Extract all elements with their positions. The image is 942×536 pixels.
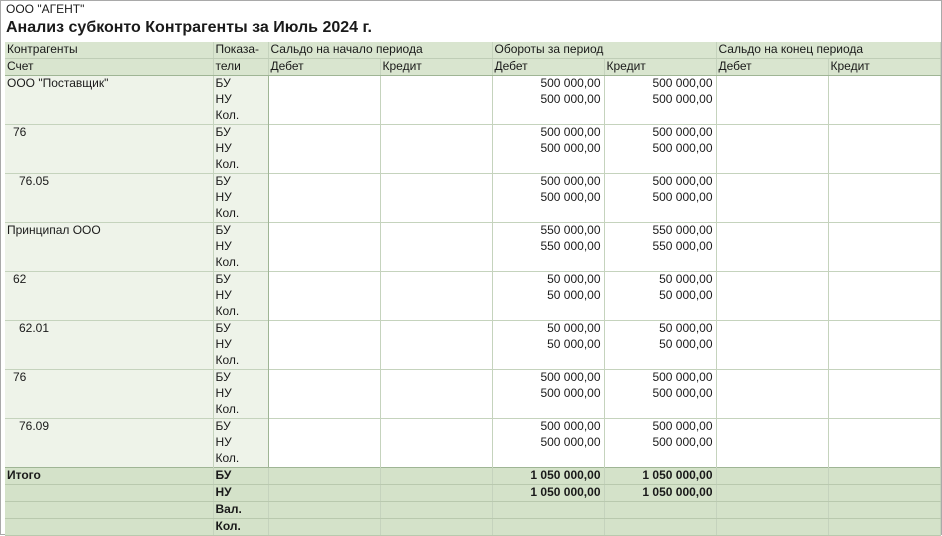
saldo-start-debet <box>268 353 380 370</box>
turnover-debet <box>492 255 604 272</box>
saldo-start-debet <box>268 519 380 536</box>
saldo-end-debet <box>716 92 828 108</box>
total-row <box>5 502 940 519</box>
turnover-kredit <box>604 255 716 272</box>
indicator: НУ <box>213 386 268 402</box>
turnover-debet: 500 000,00 <box>492 190 604 206</box>
saldo-start-kredit <box>380 502 492 519</box>
saldo-start-debet <box>268 141 380 157</box>
report-body <box>5 76 940 536</box>
account-name[interactable]: 76.05 <box>5 174 213 191</box>
indicator: НУ <box>213 337 268 353</box>
indicator: НУ <box>213 190 268 206</box>
saldo-start-debet <box>268 255 380 272</box>
saldo-start-kredit <box>380 386 492 402</box>
saldo-end-kredit <box>828 402 940 419</box>
indicator: НУ <box>213 239 268 255</box>
saldo-start-kredit <box>380 419 492 436</box>
table-row[interactable] <box>5 190 940 206</box>
header-debet: Дебет <box>268 59 380 76</box>
saldo-start-debet <box>268 288 380 304</box>
table-row[interactable] <box>5 108 940 125</box>
header-pokazateli-2: тели <box>213 59 268 76</box>
indicator: Кол. <box>213 255 268 272</box>
saldo-start-kredit <box>380 223 492 240</box>
saldo-start-debet <box>268 304 380 321</box>
turnover-kredit: 500 000,00 <box>604 92 716 108</box>
saldo-end-kredit <box>828 370 940 387</box>
turnover-kredit <box>604 353 716 370</box>
saldo-end-debet <box>716 485 828 502</box>
saldo-end-debet <box>716 451 828 468</box>
saldo-end-kredit <box>828 125 940 142</box>
saldo-end-kredit <box>828 321 940 338</box>
saldo-start-debet <box>268 239 380 255</box>
saldo-end-debet <box>716 141 828 157</box>
turnover-debet: 550 000,00 <box>492 223 604 240</box>
saldo-end-debet <box>716 304 828 321</box>
saldo-start-debet <box>268 402 380 419</box>
saldo-end-kredit <box>828 174 940 191</box>
total-label <box>5 519 213 536</box>
turnover-kredit: 50 000,00 <box>604 321 716 338</box>
table-row[interactable] <box>5 435 940 451</box>
saldo-end-debet <box>716 157 828 174</box>
saldo-start-debet <box>268 370 380 387</box>
indicator: Кол. <box>213 353 268 370</box>
account-name[interactable] <box>5 353 213 370</box>
report-title: Анализ субконто Контрагенты за Июль 2024 г. <box>6 19 372 36</box>
saldo-start-debet <box>268 321 380 338</box>
turnover-kredit: 500 000,00 <box>604 190 716 206</box>
turnover-debet <box>492 108 604 125</box>
account-name[interactable] <box>5 402 213 419</box>
table-row[interactable] <box>5 419 940 436</box>
account-name[interactable] <box>5 255 213 272</box>
header-oboroty: Обороты за период <box>492 42 716 59</box>
saldo-end-kredit <box>828 451 940 468</box>
saldo-end-kredit <box>828 272 940 289</box>
saldo-end-kredit <box>828 337 940 353</box>
saldo-end-kredit <box>828 76 940 93</box>
account-name[interactable] <box>5 288 213 304</box>
indicator: НУ <box>213 92 268 108</box>
indicator: БУ <box>213 321 268 338</box>
saldo-start-debet <box>268 206 380 223</box>
indicator: БУ <box>213 125 268 142</box>
organization-name: ООО "АГЕНТ" <box>6 2 85 16</box>
saldo-end-debet <box>716 108 828 125</box>
turnover-kredit <box>604 519 716 536</box>
saldo-start-debet <box>268 125 380 142</box>
turnover-kredit: 550 000,00 <box>604 223 716 240</box>
turnover-kredit: 500 000,00 <box>604 386 716 402</box>
saldo-end-debet <box>716 419 828 436</box>
saldo-end-kredit <box>828 223 940 240</box>
indicator: Кол. <box>213 304 268 321</box>
saldo-end-debet <box>716 125 828 142</box>
turnover-debet <box>492 353 604 370</box>
saldo-end-debet <box>716 435 828 451</box>
turnover-debet: 500 000,00 <box>492 435 604 451</box>
indicator: Кол. <box>213 402 268 419</box>
saldo-start-debet <box>268 157 380 174</box>
saldo-start-kredit <box>380 157 492 174</box>
indicator: Кол. <box>213 206 268 223</box>
table-row[interactable] <box>5 141 940 157</box>
saldo-end-debet <box>716 386 828 402</box>
turnover-kredit: 50 000,00 <box>604 288 716 304</box>
saldo-start-kredit <box>380 239 492 255</box>
turnover-kredit: 1 050 000,00 <box>604 468 716 485</box>
saldo-end-debet <box>716 174 828 191</box>
saldo-end-debet <box>716 255 828 272</box>
table-row[interactable] <box>5 239 940 255</box>
indicator: Кол. <box>213 157 268 174</box>
turnover-debet: 500 000,00 <box>492 141 604 157</box>
saldo-end-kredit <box>828 419 940 436</box>
saldo-end-debet <box>716 288 828 304</box>
account-name[interactable] <box>5 108 213 125</box>
turnover-debet: 50 000,00 <box>492 272 604 289</box>
turnover-kredit <box>604 451 716 468</box>
indicator: НУ <box>213 141 268 157</box>
saldo-start-debet <box>268 502 380 519</box>
turnover-debet: 500 000,00 <box>492 174 604 191</box>
saldo-end-debet <box>716 337 828 353</box>
saldo-end-kredit <box>828 502 940 519</box>
account-name[interactable] <box>5 157 213 174</box>
saldo-end-debet <box>716 402 828 419</box>
saldo-end-debet <box>716 239 828 255</box>
table-row[interactable] <box>5 206 940 223</box>
saldo-end-kredit <box>828 190 940 206</box>
table-row[interactable] <box>5 92 940 108</box>
turnover-kredit: 500 000,00 <box>604 141 716 157</box>
header-pokazateli-1: Показа- <box>213 42 268 59</box>
account-name[interactable] <box>5 206 213 223</box>
saldo-end-kredit <box>828 304 940 321</box>
saldo-end-kredit <box>828 386 940 402</box>
table-row[interactable] <box>5 337 940 353</box>
account-name[interactable] <box>5 190 213 206</box>
saldo-start-kredit <box>380 402 492 419</box>
turnover-debet: 500 000,00 <box>492 92 604 108</box>
turnover-debet: 500 000,00 <box>492 76 604 93</box>
saldo-start-kredit <box>380 288 492 304</box>
turnover-kredit: 500 000,00 <box>604 419 716 436</box>
account-name[interactable] <box>5 337 213 353</box>
saldo-start-debet <box>268 386 380 402</box>
saldo-end-kredit <box>828 485 940 502</box>
turnover-debet: 50 000,00 <box>492 337 604 353</box>
account-name[interactable] <box>5 386 213 402</box>
header-kredit: Кредит <box>828 59 940 76</box>
account-name[interactable] <box>5 435 213 451</box>
turnover-kredit: 500 000,00 <box>604 435 716 451</box>
header-kredit: Кредит <box>604 59 716 76</box>
saldo-end-kredit <box>828 239 940 255</box>
saldo-start-kredit <box>380 519 492 536</box>
saldo-start-kredit <box>380 370 492 387</box>
saldo-end-kredit <box>828 141 940 157</box>
header-saldo-start: Сальдо на начало периода <box>268 42 492 59</box>
table-row[interactable] <box>5 288 940 304</box>
total-row <box>5 468 940 485</box>
indicator: БУ <box>213 223 268 240</box>
header-debet: Дебет <box>716 59 828 76</box>
turnover-kredit: 500 000,00 <box>604 125 716 142</box>
saldo-end-kredit <box>828 353 940 370</box>
account-name[interactable] <box>5 92 213 108</box>
saldo-start-debet <box>268 419 380 436</box>
total-row <box>5 485 940 502</box>
account-name[interactable]: 62 <box>5 272 213 289</box>
indicator: БУ <box>213 272 268 289</box>
saldo-start-debet <box>268 272 380 289</box>
indicator: НУ <box>213 485 268 502</box>
turnover-debet <box>492 502 604 519</box>
header-kredit: Кредит <box>380 59 492 76</box>
saldo-start-kredit <box>380 206 492 223</box>
header-schet: Счет <box>5 59 213 76</box>
saldo-start-debet <box>268 337 380 353</box>
turnover-kredit <box>604 502 716 519</box>
indicator: Вал. <box>213 502 268 519</box>
saldo-end-kredit <box>828 92 940 108</box>
table-row[interactable] <box>5 451 940 468</box>
saldo-end-debet <box>716 502 828 519</box>
turnover-kredit <box>604 108 716 125</box>
total-label <box>5 485 213 502</box>
turnover-kredit: 50 000,00 <box>604 337 716 353</box>
saldo-start-debet <box>268 485 380 502</box>
table-row[interactable] <box>5 223 940 240</box>
saldo-end-kredit <box>828 206 940 223</box>
header-saldo-end: Сальдо на конец периода <box>716 42 940 59</box>
saldo-start-debet <box>268 190 380 206</box>
saldo-end-debet <box>716 223 828 240</box>
saldo-start-debet <box>268 76 380 93</box>
turnover-debet: 500 000,00 <box>492 125 604 142</box>
saldo-start-debet <box>268 92 380 108</box>
indicator: Кол. <box>213 108 268 125</box>
saldo-end-kredit <box>828 519 940 536</box>
total-label <box>5 502 213 519</box>
turnover-debet: 50 000,00 <box>492 321 604 338</box>
turnover-kredit: 50 000,00 <box>604 272 716 289</box>
turnover-kredit: 550 000,00 <box>604 239 716 255</box>
indicator: Кол. <box>213 451 268 468</box>
indicator: Кол. <box>213 519 268 536</box>
table-row[interactable] <box>5 370 940 387</box>
turnover-debet: 50 000,00 <box>492 288 604 304</box>
saldo-end-debet <box>716 321 828 338</box>
saldo-start-debet <box>268 451 380 468</box>
account-name[interactable]: 76 <box>5 370 213 387</box>
account-name[interactable] <box>5 304 213 321</box>
saldo-end-debet <box>716 370 828 387</box>
saldo-start-kredit <box>380 321 492 338</box>
saldo-start-kredit <box>380 92 492 108</box>
saldo-start-kredit <box>380 125 492 142</box>
turnover-kredit <box>604 304 716 321</box>
account-name[interactable] <box>5 239 213 255</box>
indicator: БУ <box>213 174 268 191</box>
turnover-kredit <box>604 206 716 223</box>
indicator: БУ <box>213 76 268 93</box>
turnover-debet: 500 000,00 <box>492 419 604 436</box>
indicator: НУ <box>213 435 268 451</box>
turnover-debet <box>492 206 604 223</box>
saldo-end-debet <box>716 190 828 206</box>
report-table <box>5 42 941 536</box>
indicator: БУ <box>213 370 268 387</box>
turnover-debet: 1 050 000,00 <box>492 468 604 485</box>
table-row[interactable] <box>5 304 940 321</box>
turnover-debet <box>492 451 604 468</box>
saldo-start-debet <box>268 468 380 485</box>
saldo-start-debet <box>268 174 380 191</box>
account-name[interactable]: ООО "Поставщик" <box>5 76 213 93</box>
turnover-debet: 1 050 000,00 <box>492 485 604 502</box>
turnover-debet: 500 000,00 <box>492 386 604 402</box>
saldo-end-kredit <box>828 108 940 125</box>
table-row[interactable] <box>5 272 940 289</box>
saldo-end-debet <box>716 206 828 223</box>
table-row[interactable] <box>5 386 940 402</box>
saldo-start-kredit <box>380 108 492 125</box>
saldo-start-kredit <box>380 337 492 353</box>
account-name[interactable]: 76.09 <box>5 419 213 436</box>
saldo-start-debet <box>268 223 380 240</box>
saldo-start-kredit <box>380 451 492 468</box>
saldo-end-debet <box>716 468 828 485</box>
saldo-end-kredit <box>828 157 940 174</box>
turnover-kredit: 500 000,00 <box>604 76 716 93</box>
saldo-start-kredit <box>380 353 492 370</box>
header-debet: Дебет <box>492 59 604 76</box>
saldo-end-debet <box>716 519 828 536</box>
saldo-start-kredit <box>380 76 492 93</box>
saldo-end-debet <box>716 76 828 93</box>
saldo-start-kredit <box>380 485 492 502</box>
table-row[interactable] <box>5 353 940 370</box>
saldo-start-kredit <box>380 272 492 289</box>
saldo-end-kredit <box>828 435 940 451</box>
turnover-debet <box>492 304 604 321</box>
saldo-start-debet <box>268 108 380 125</box>
table-row[interactable] <box>5 125 940 142</box>
account-name[interactable] <box>5 451 213 468</box>
turnover-kredit: 500 000,00 <box>604 370 716 387</box>
table-row[interactable] <box>5 321 940 338</box>
saldo-start-debet <box>268 435 380 451</box>
saldo-start-kredit <box>380 435 492 451</box>
account-name[interactable]: Принципал ООО <box>5 223 213 240</box>
saldo-start-kredit <box>380 190 492 206</box>
saldo-end-debet <box>716 353 828 370</box>
turnover-debet <box>492 402 604 419</box>
turnover-debet <box>492 157 604 174</box>
account-name[interactable]: 76 <box>5 125 213 142</box>
saldo-end-kredit <box>828 255 940 272</box>
table-row[interactable] <box>5 157 940 174</box>
header-kontragenty: Контрагенты <box>5 42 213 59</box>
saldo-end-kredit <box>828 468 940 485</box>
account-name[interactable]: 62.01 <box>5 321 213 338</box>
indicator: БУ <box>213 419 268 436</box>
turnover-debet <box>492 519 604 536</box>
saldo-end-debet <box>716 272 828 289</box>
turnover-kredit: 1 050 000,00 <box>604 485 716 502</box>
table-row[interactable] <box>5 76 940 93</box>
turnover-debet: 550 000,00 <box>492 239 604 255</box>
saldo-start-kredit <box>380 255 492 272</box>
total-label: Итого <box>5 468 213 485</box>
table-row[interactable] <box>5 174 940 191</box>
turnover-kredit <box>604 157 716 174</box>
table-row[interactable] <box>5 402 940 419</box>
saldo-start-kredit <box>380 141 492 157</box>
saldo-start-kredit <box>380 468 492 485</box>
account-name[interactable] <box>5 141 213 157</box>
saldo-start-kredit <box>380 304 492 321</box>
turnover-kredit: 500 000,00 <box>604 174 716 191</box>
indicator: БУ <box>213 468 268 485</box>
table-row[interactable] <box>5 255 940 272</box>
turnover-debet: 500 000,00 <box>492 370 604 387</box>
total-row <box>5 519 940 536</box>
turnover-kredit <box>604 402 716 419</box>
indicator: НУ <box>213 288 268 304</box>
saldo-end-kredit <box>828 288 940 304</box>
saldo-start-kredit <box>380 174 492 191</box>
